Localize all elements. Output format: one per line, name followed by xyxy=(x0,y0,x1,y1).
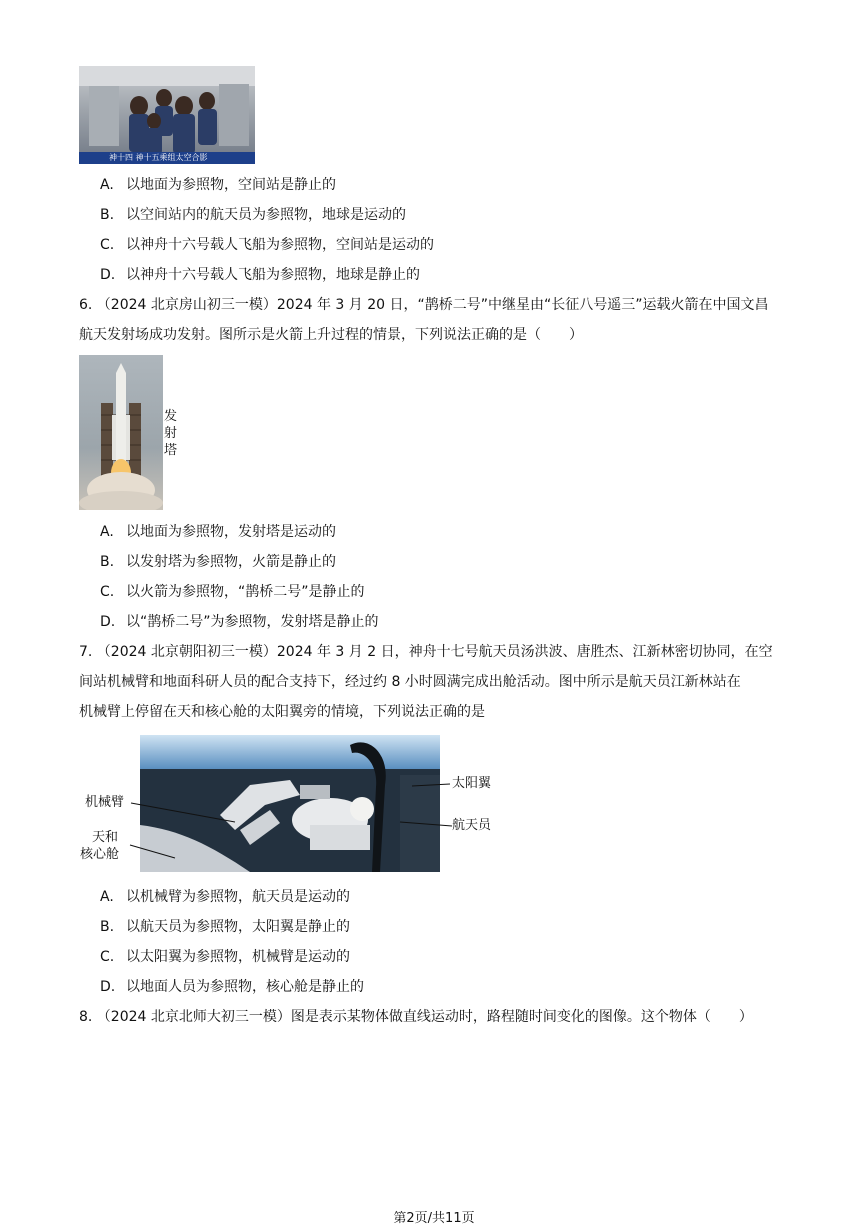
astronaut-label: 航天员 xyxy=(452,818,492,833)
q6-stem-line2: 航天发射场成功发射。图所示是火箭上升过程的情景，下列说法正确的是（ ） xyxy=(79,327,583,343)
option-text: 以火箭为参照物，“鹊桥二号”是静止的 xyxy=(126,584,365,600)
option-label: B. xyxy=(100,207,115,223)
q7-option-c[interactable] xyxy=(100,948,350,966)
core-module-label-1: 天和 xyxy=(92,830,119,845)
option-text: 以发射塔为参照物，火箭是静止的 xyxy=(126,554,336,570)
option-text: 以航天员为参照物，太阳翼是静止的 xyxy=(126,919,350,935)
option-text: 以太阳翼为参照物，机械臂是运动的 xyxy=(126,949,350,965)
option-text: 以“鹊桥二号”为参照物，发射塔是静止的 xyxy=(126,614,379,630)
q8-stem-line1: 8. （2024 北京北师大初三一模）图是表示某物体做直线运动时，路程随时间变化的图像。这个物体（ ） xyxy=(79,1009,753,1025)
option-text: 以空间站内的航天员为参照物，地球是运动的 xyxy=(126,207,406,223)
robotic-arm-label: 机械臂 xyxy=(85,795,125,810)
option-label: C. xyxy=(100,949,115,965)
q6-option-c[interactable] xyxy=(100,583,365,601)
solar-wing-label: 太阳翼 xyxy=(452,776,492,791)
option-label: C. xyxy=(100,584,115,600)
q5-option-c[interactable] xyxy=(100,236,434,254)
launch-tower-label: 发射塔 xyxy=(164,409,178,458)
rocket-launch-photo xyxy=(79,355,163,510)
option-text: 以神舟十六号载人飞船为参照物，空间站是运动的 xyxy=(126,237,434,253)
q6-stem-line1: 6. （2024 北京房山初三一模）2024 年 3 月 20 日，“鹊桥二号”中继星由“长征八号遥三”运载火箭在中国文昌 xyxy=(79,297,769,313)
option-label: A. xyxy=(100,889,114,905)
core-module-label-2: 核心舱 xyxy=(80,847,120,862)
option-label: D. xyxy=(100,979,116,995)
option-text: 以神舟十六号载人飞船为参照物，地球是静止的 xyxy=(126,267,420,283)
option-text: 以机械臂为参照物，航天员是运动的 xyxy=(126,889,350,905)
q6-option-a[interactable] xyxy=(100,523,336,541)
q7-option-b[interactable] xyxy=(100,918,350,936)
q7-option-d[interactable] xyxy=(100,978,364,996)
option-label: D. xyxy=(100,614,116,630)
q7-stem-line3: 机械臂上停留在天和核心舱的太阳翼旁的情境，下列说法正确的是 xyxy=(79,704,485,720)
astronaut-group-photo xyxy=(79,66,255,164)
option-label: D. xyxy=(100,267,116,283)
option-text: 以地面为参照物，空间站是静止的 xyxy=(126,177,336,193)
option-text: 以地面人员为参照物，核心舱是静止的 xyxy=(126,979,364,995)
option-label: B. xyxy=(100,554,115,570)
option-label: A. xyxy=(100,177,114,193)
q6-option-d[interactable] xyxy=(100,613,379,631)
spacewalk-photo xyxy=(140,735,440,872)
option-label: B. xyxy=(100,919,115,935)
q6-option-b[interactable] xyxy=(100,553,336,571)
q7-option-a[interactable] xyxy=(100,888,350,906)
q5-option-d[interactable] xyxy=(100,266,420,284)
photo-caption: 神十四 神十五乘组太空合影 xyxy=(109,153,208,162)
q7-stem-line1: 7. （2024 北京朝阳初三一模）2024 年 3 月 2 日，神舟十七号航天员汤洪波、唐胜杰、江新林密切协同，在空 xyxy=(79,644,773,660)
page-footer: 第2页/共11页 xyxy=(393,1211,475,1226)
q5-option-a[interactable] xyxy=(100,176,336,194)
q5-option-b[interactable] xyxy=(100,206,406,224)
option-text: 以地面为参照物，发射塔是运动的 xyxy=(126,524,336,540)
q7-stem-line2: 间站机械臂和地面科研人员的配合支持下，经过约 8 小时圆满完成出舱活动。图中所示是航天员江新林站在 xyxy=(79,674,741,690)
option-label: C. xyxy=(100,237,115,253)
option-label: A. xyxy=(100,524,114,540)
